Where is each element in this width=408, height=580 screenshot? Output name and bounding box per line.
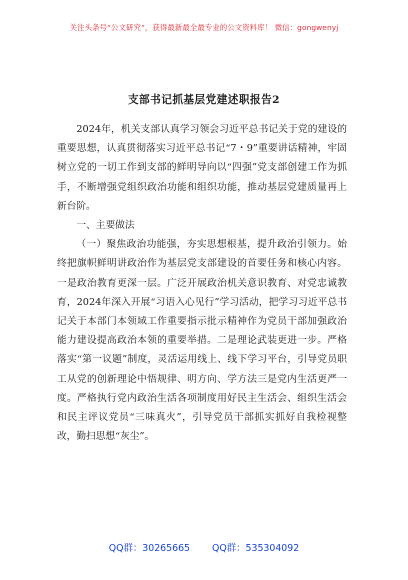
qq-group-1: QQ群：30265665 xyxy=(108,543,191,554)
intro-paragraph: 2024年，机关支部认真学习领会习近平总书记关于党的建设的重要思想，认真贯彻落实习近平总书记“7・9”重要讲话精神，牢固树立党的一切工作到支部的鲜明导向以“四强”党支部创建工作为抓手，不断增强党组织政治功能和组织功能，推动基层党建质量再上新台阶。 xyxy=(57,124,347,212)
section-heading: 一、主要做法 xyxy=(76,220,135,232)
qq-group-2: QQ群：535304092 xyxy=(212,543,300,554)
footer-contacts xyxy=(0,540,408,554)
document-title: 支部书记抓基层党建述职报告2 xyxy=(127,94,281,106)
document-body xyxy=(57,120,347,446)
promo-banner: 关注头条号“公文研究”，获得最新最全最专业的公文资料库！ 微信：gongwenyj xyxy=(69,23,339,32)
body-paragraph: （一）聚焦政治功能强，夯实思想根基，提升政治引领力。始终把旗帜鲜明讲政治作为基层党支部建设的首要任务和核心内容。一是政治教育更深一层。广泛开展政治机关意识教育、对党忠诚教育，2024年深入开展“习语入心见行”学习活动，把学习习近平总书记关于本部门本领域工作重要指示批示精神作为党员干部加强政治能力建设提高政治本领的重要举措。二是理论武装更进一步。严格落实“第一议题”制度，灵活运用线上、线下学习平台，引导党员职工从党的创新理论中悟规律、明方向、学方法三是党内生活更严一度。严格执行党内政治生活各项制度用好民主生活会、组织生活会和民主评议党员“三味真火”，引导党员干部抓实抓好自我检视整改，勤扫思想“灰尘”。 xyxy=(57,239,347,443)
